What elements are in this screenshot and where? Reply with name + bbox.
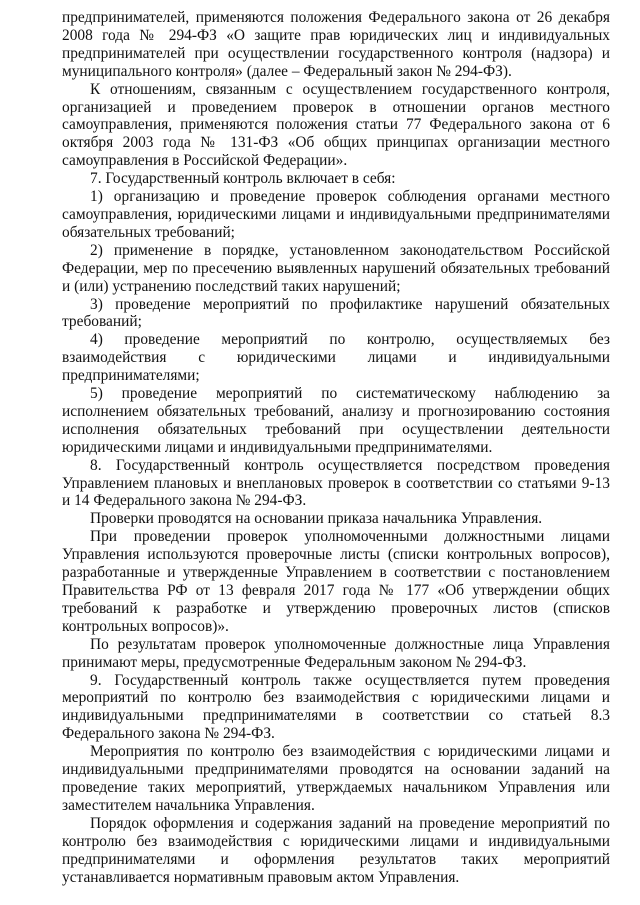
list-item-7-5: 5) проведение мероприятий по систематическому наблюдению за исполнением обязательных требований, анализу и прогнозированию состояния исполнения обязательных требований при осуществлении деятельности юридическими лицами и индивидуальными предпринимателями. <box>62 385 610 456</box>
paragraph-checklists: При проведении проверок уполномоченными должностными лицами Управления используются проверочные листы (списки контрольных вопросов), разработанные и утвержденные Управлением в соответствии с постановлением Правительства РФ от 13 февраля 2017 года № 177 «Об утверждении общих требований к разработке и утверждению проверочных листов (списков контрольных вопросов)». <box>62 528 610 635</box>
paragraph-inspection-results: По результатам проверок уполномоченные должностные лица Управления принимают меры, предусмотренные Федеральным законом № 294-ФЗ. <box>62 635 610 671</box>
paragraph-7-heading: 7. Государственный контроль включает в себя: <box>90 170 396 188</box>
list-item-7-3: 3) проведение мероприятий по профилактике нарушений обязательных требований; <box>62 295 610 331</box>
paragraph-assignment-procedure: Порядок оформления и содержания заданий на проведение мероприятий по контролю без взаимодействия с юридическими лицами и индивидуальными предпринимателями и оформления результатов таких мероприятий устанавливается нормативным правовым актом Управления. <box>62 814 610 886</box>
paragraph-inspection-orders: Проверки проводятся на основании приказа начальника Управления. <box>90 510 543 528</box>
paragraph-continuation-294fz: предпринимателей, применяются положения Федерального закона от 26 декабря 2008 года № 294-ФЗ «О защите прав юридических лиц и индивидуальных предпринимателей при осуществлении государственного контроля (надзора) и муниципального контроля» (далее – Федеральный закон № 294-ФЗ). <box>62 9 610 80</box>
list-item-7-1: 1) организацию и проведение проверок соблюдения органами местного самоуправления, юридическими лицами и индивидуальными предпринимателями обязательных требований; <box>62 188 610 241</box>
paragraph-8: 8. Государственный контроль осуществляется посредством проведения Управлением плановых и внеплановых проверок в соответствии со статьями 9-13 и 14 Федерального закона № 294-ФЗ. <box>62 456 610 510</box>
paragraph-control-without-interaction: Мероприятия по контролю без взаимодействия с юридическими лицами и индивидуальными предпринимателями проводятся на основании заданий на проведение таких мероприятий, утверждаемых начальником Управления или заместителем начальника Управления. <box>62 743 610 814</box>
list-item-7-4: 4) проведение мероприятий по контролю, осуществляемых без взаимодействия с юридическими лицами и индивидуальными предпринимателями; <box>62 331 610 385</box>
document-page <box>62 9 610 886</box>
paragraph-local-government-relations: К отношениям, связанным с осуществлением государственного контроля, организацией и проведением проверок в отношении органов местного самоуправления, применяются положения статьи 77 Федерального закона от 6 октября 2003 года № 131-ФЗ «Об общих принципах организации местного самоуправления в Российской Федерации». <box>62 80 610 170</box>
list-item-7-2: 2) применение в порядке, установленном законодательством Российской Федерации, мер по пресечению выявленных нарушений обязательных требований и (или) устранению последствий таких нарушений; <box>62 241 610 295</box>
paragraph-9: 9. Государственный контроль также осуществляется путем проведения мероприятий по контролю без взаимодействия с юридическими лицами и индивидуальными предпринимателями в соответствии со статьей 8.3 Федерального закона № 294-ФЗ. <box>62 671 610 743</box>
